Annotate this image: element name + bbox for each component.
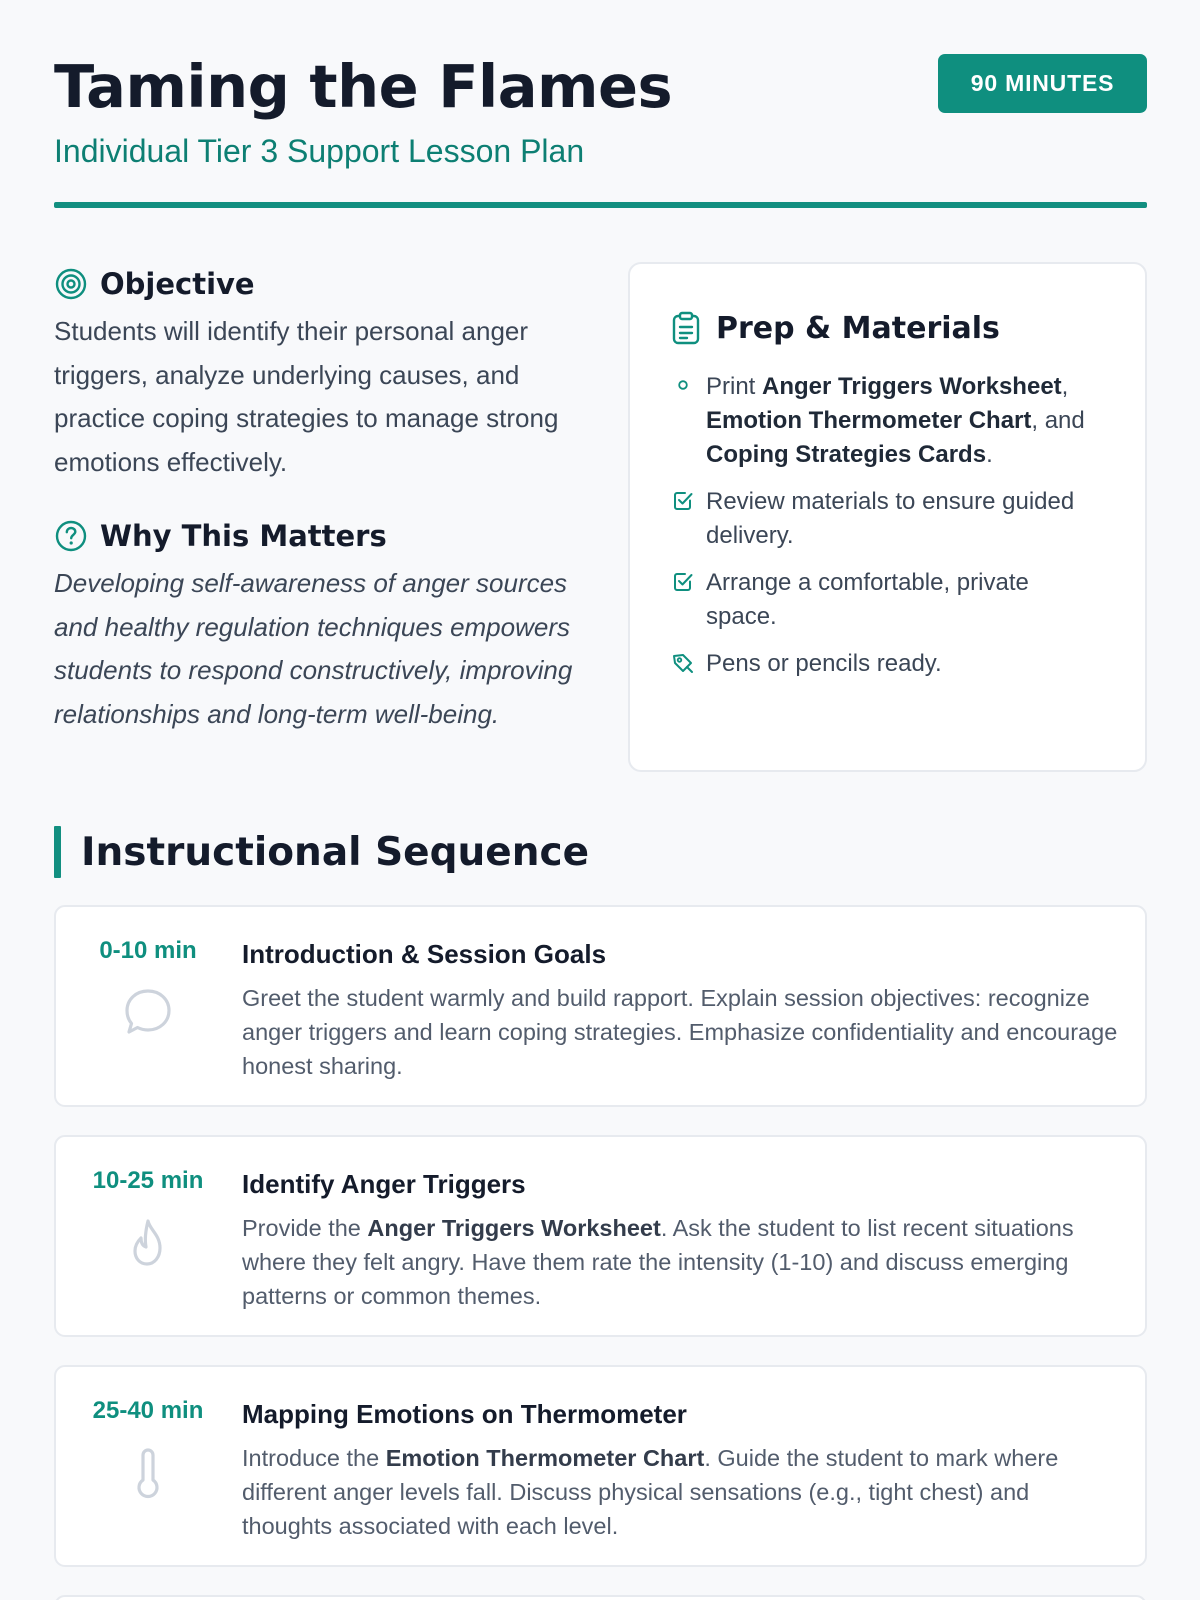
target-icon xyxy=(54,267,88,301)
step-title: Mapping Emotions on Thermometer xyxy=(242,1399,687,1429)
thermometer-icon xyxy=(118,1443,178,1503)
objective-text: Students will identify their personal anger triggers, analyze underlying causes, and practice coping strategies to manage strong emotions effectively. xyxy=(54,316,559,477)
why-heading-row xyxy=(54,514,594,558)
header-divider xyxy=(54,202,1147,208)
step-description: Greet the student warmly and build rapport. Explain session objectives: recognize anger triggers and learn coping strategies. Emphasize confidentiality and encourage honest sharing. xyxy=(242,985,1118,1079)
prep-materials-card xyxy=(628,262,1147,772)
prep-item-review xyxy=(670,485,1105,553)
sequence-step-partial xyxy=(54,1595,1147,1600)
prep-item-text: Pens or pencils ready. xyxy=(706,650,942,677)
flame-icon xyxy=(118,1213,178,1273)
lesson-plan-page xyxy=(54,0,1147,1539)
pen-icon xyxy=(670,647,696,681)
prep-heading: Prep & Materials xyxy=(716,310,1000,346)
step-time: 25-40 min xyxy=(92,1397,204,1424)
duration-badge: 90 MINUTES xyxy=(938,54,1147,113)
speech-bubble-icon xyxy=(118,983,178,1043)
overview-column xyxy=(54,262,594,736)
objective-heading: Objective xyxy=(100,267,255,301)
sequence-heading: Instructional Sequence xyxy=(81,829,590,875)
prep-item-pens xyxy=(670,647,1105,681)
prep-item-text: Arrange a comfortable, private space. xyxy=(706,569,1029,630)
page-subtitle: Individual Tier 3 Support Lesson Plan xyxy=(54,133,585,169)
sequence-heading-row xyxy=(54,826,589,878)
step-time: 0-10 min xyxy=(99,937,197,964)
prep-item-print xyxy=(670,370,1105,472)
checkbox-icon xyxy=(670,485,696,553)
prep-item-space xyxy=(670,566,1105,634)
prep-list xyxy=(670,370,1105,681)
prep-heading-row xyxy=(670,306,1105,350)
page-title: Taming the Flames xyxy=(54,52,673,121)
prep-item-text: Review materials to ensure guided delivery. xyxy=(706,488,1075,549)
step-time: 10-25 min xyxy=(92,1167,204,1194)
header xyxy=(54,0,1147,210)
step-description: Provide the Anger Triggers Worksheet. Ask the student to list recent situations where they felt angry. Have them rate the intensity (1-10) and discuss emerging patterns or common themes. xyxy=(242,1215,1074,1309)
objective-heading-row xyxy=(54,262,594,306)
sequence-step xyxy=(54,905,1147,1107)
clipboard-icon xyxy=(670,311,702,345)
sequence-step xyxy=(54,1135,1147,1337)
sequence-step xyxy=(54,1365,1147,1567)
step-title: Identify Anger Triggers xyxy=(242,1169,526,1199)
why-text: Developing self-awareness of anger sources and healthy regulation techniques empowers students to respond constructively, improving relationships and long-term well-being. xyxy=(54,568,573,729)
prep-item-text: Print Anger Triggers Worksheet, Emotion Thermometer Chart, and Coping Strategies Cards. xyxy=(706,373,1085,468)
checkbox-icon xyxy=(670,566,696,634)
question-circle-icon xyxy=(54,519,88,553)
step-title: Introduction & Session Goals xyxy=(242,939,607,969)
why-heading: Why This Matters xyxy=(100,519,387,553)
step-description: Introduce the Emotion Thermometer Chart. Guide the student to mark where different anger levels fall. Discuss physical sensations (e.g., tight chest) and thoughts associated with each level. xyxy=(242,1445,1059,1539)
sequence-accent-bar xyxy=(54,826,61,878)
small-circle-icon xyxy=(670,370,696,472)
